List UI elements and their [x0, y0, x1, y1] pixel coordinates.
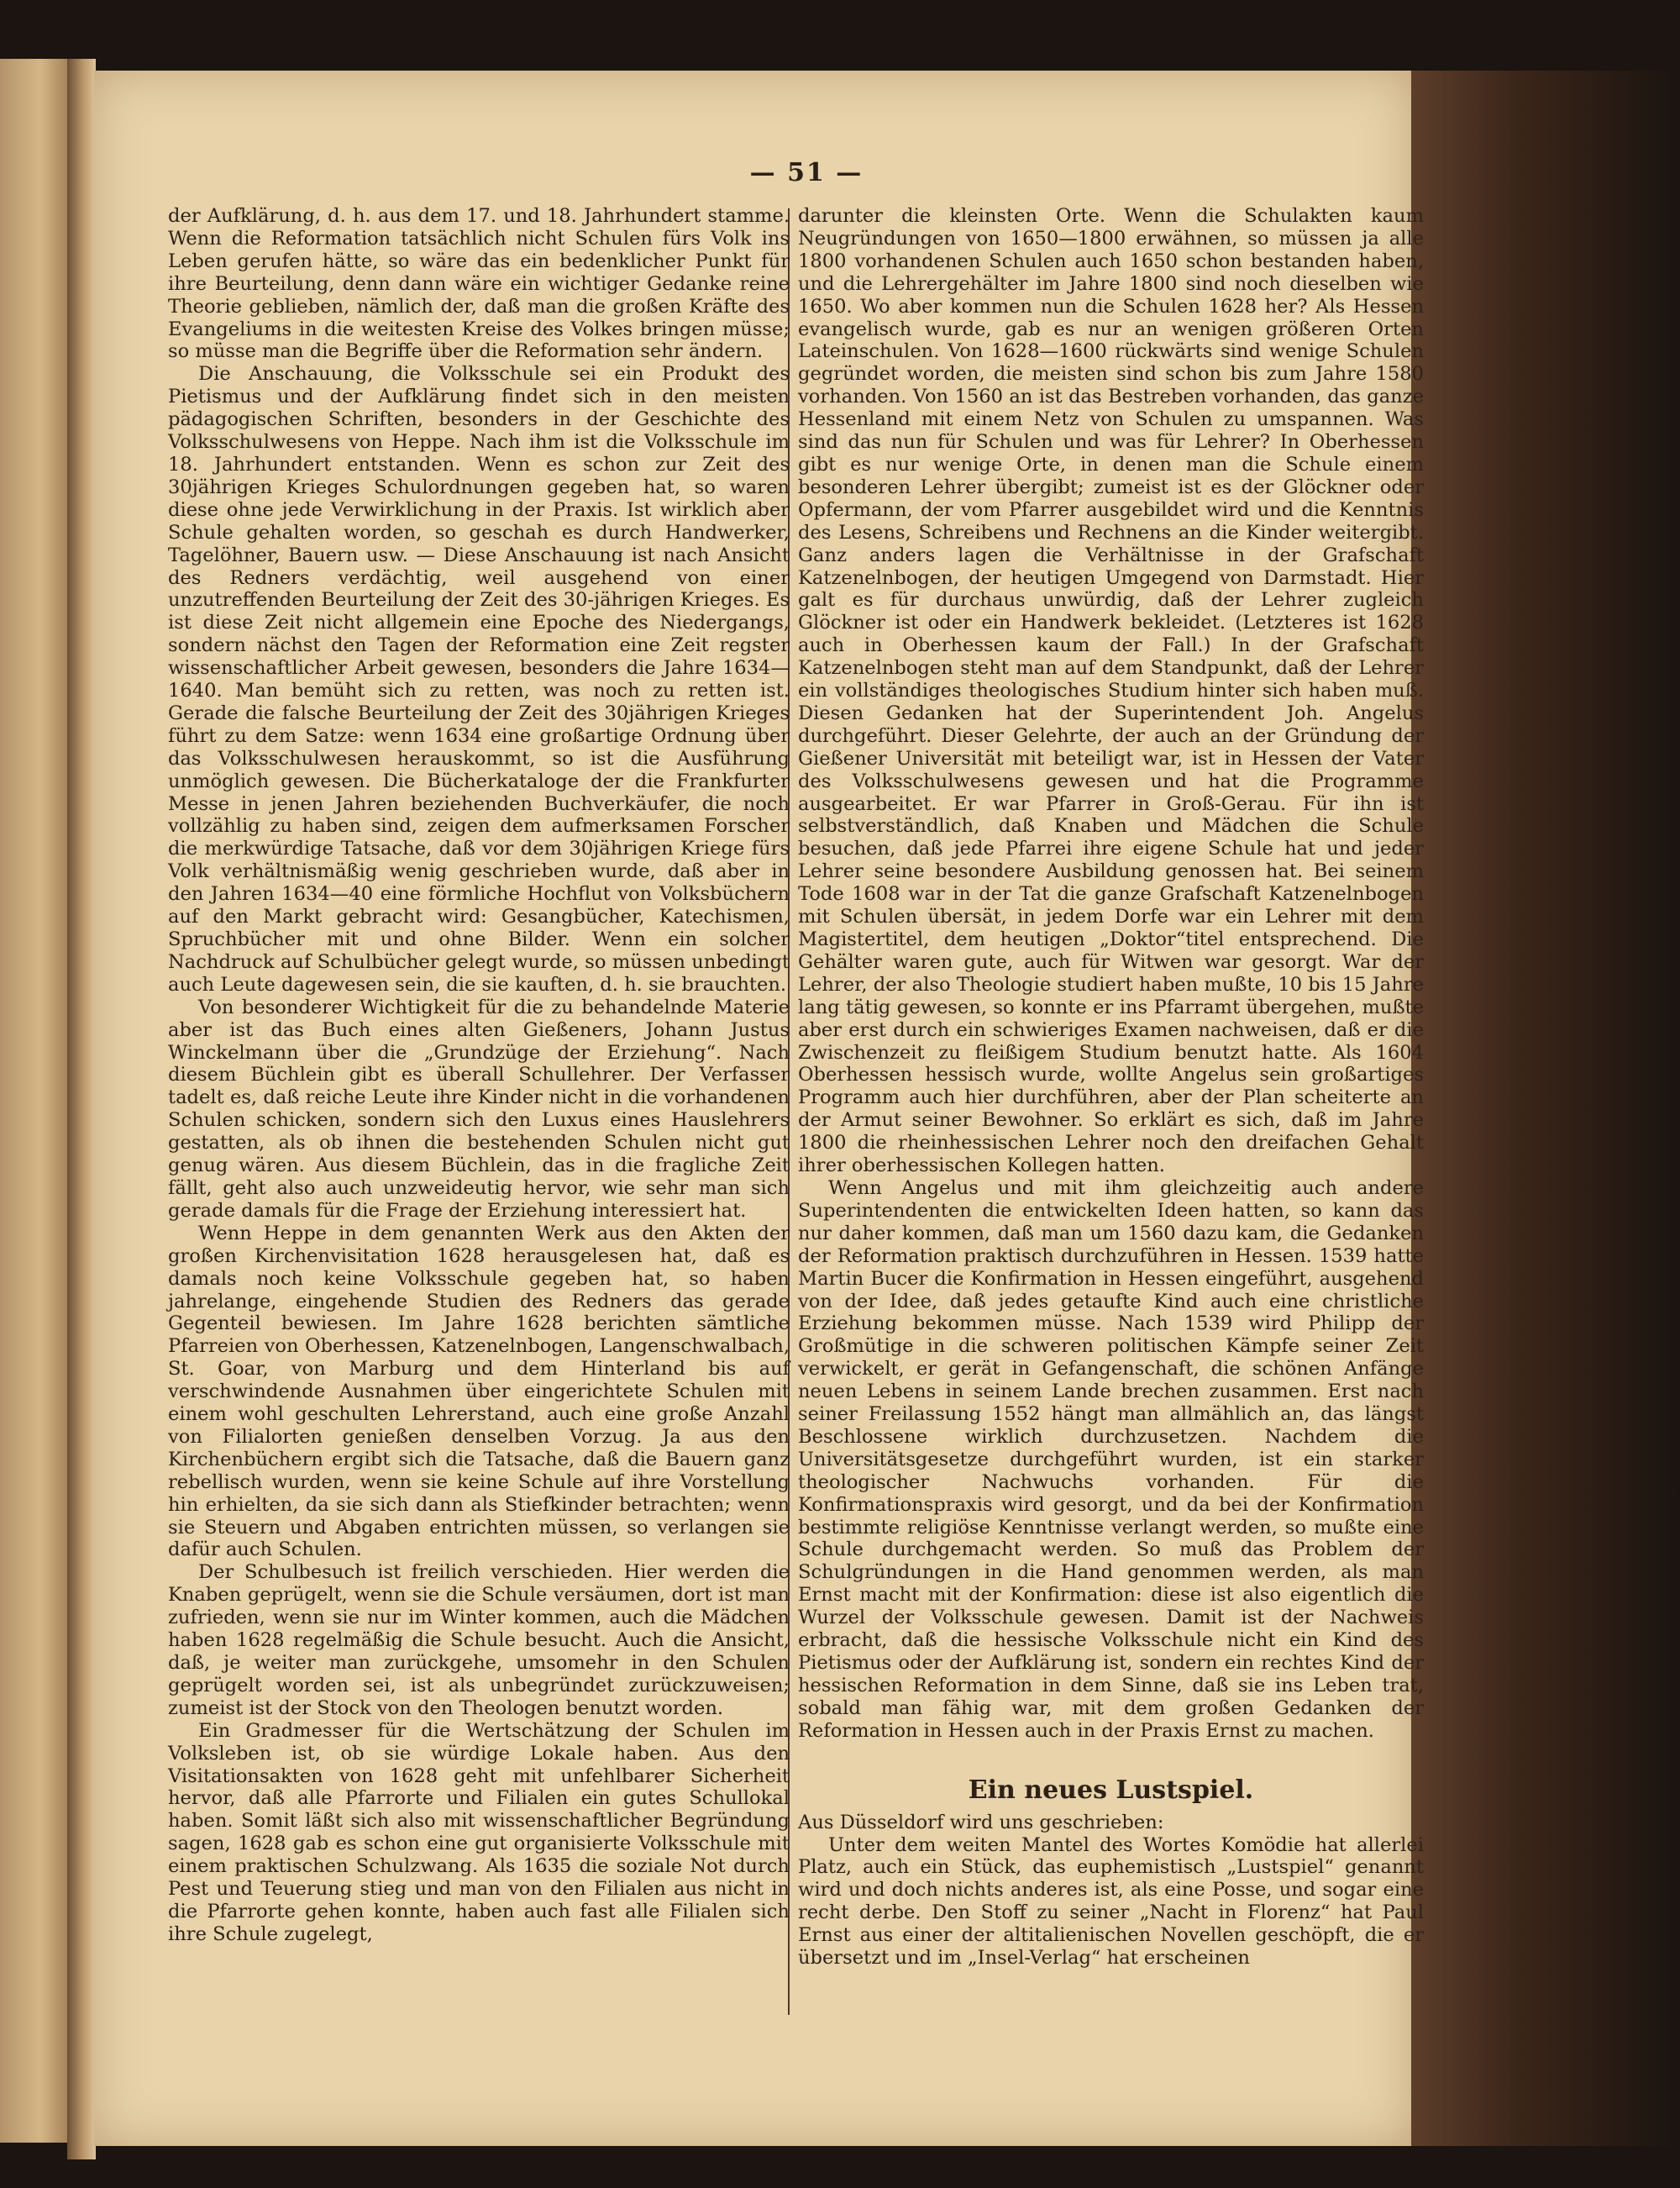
paragraph: Die Anschauung, die Volksschule sei ein Produkt des Pietismus und der Aufklärung findet sich in den meisten pädagogischen Schriften, besonders in der Geschichte des Volksschulwesens von Heppe. Nach ihm ist die Volksschule im 18. Jahrhundert entstanden. Wenn es schon zur Zeit des 30jährigen Krieges Schulordnungen gegeben hat, so waren diese ohne jede Verwirklichung in der Praxis. Ist wirklich aber Schule gehalten worden, so geschah es durch Handwerker, Tagelöhner, Bauern usw. — Diese Anschauung ist nach Ansicht des Redners verdächtig, weil ausgehend von einer unzutreffenden Beurteilung der Zeit des 30-jährigen Krieges. Es ist diese Zeit nicht allgemein eine Epoche des Niedergangs, sondern nächst den Tagen der Reformation eine Zeit regster wissenschaftlicher Arbeit gewesen, besonders die Jahre 1634—1640. Man bemüht sich zu retten, was noch zu retten ist. Gerade die falsche Beurteilung der Zeit des 30jährigen Krieges führt zu dem Satze: wenn 1634 eine großartige Ordnung über das Volksschulwesen herauskommt, so ist die Ausführung unmöglich gewesen. Die Bücherkataloge der die Frankfurter Messe in jenen Jahren beziehenden Buchverkäufer, die noch vollzählig zu haben sind, zeigen dem aufmerksamen Forscher die merkwürdige Tatsache, daß vor dem 30jährigen Kriege fürs Volk verhältnismäßig wenig geschrieben wurde, daß aber in den Jahren 1634—40 eine förmliche Hochflut von Volksbüchern auf den Markt gebracht wird: Gesangbücher, Katechismen, Spruchbücher mit und ohne Bilder. Wenn ein solcher Nachdruck auf Schulbücher gelegt wurde, so müssen unbedingt auch Leute dagewesen sein, die sie kauften, d. h. sie brauchten. [168, 363, 790, 996]
paragraph: Von besonderer Wichtigkeit für die zu behandelnde Materie aber ist das Buch eines alten Gießeners, Johann Justus Winckelmann über die „Grundzüge der Erziehung“. Nach diesem Büchlein gibt es überall Schullehrer. Der Verfasser tadelt es, daß reiche Leute ihre Kinder nicht in die vorhandenen Schulen schicken, sondern sich den Luxus eines Hauslehrers gestatten, als ob ihnen die bestehenden Schulen nicht gut genug wären. Aus diesem Büchlein, das in die fragliche Zeit fällt, geht also auch unzweideutig hervor, wie sehr man sich gerade damals für die Frage der Erziehung interessiert hat. [168, 996, 790, 1222]
paragraph: der Aufklärung, d. h. aus dem 17. und 18. Jahrhundert stamme. Wenn die Reformation tatsächlich nicht Schulen fürs Volk ins Leben gerufen hätte, so wäre das ein bedenklicher Punkt für ihre Beurteilung, denn dann wäre ein wichtiger Gedanke reine Theorie geblieben, nämlich der, daß man die großen Kräfte des Evangeliums in die weitesten Kreise des Volkes bringen müsse; so müsse man die Begriffe über die Reformation sehr ändern. [168, 205, 790, 363]
book-cover-edge [1411, 71, 1680, 2146]
paragraph: Wenn Angelus und mit ihm gleichzeitig auch andere Superintendenten die entwickelten Ideen hatten, so kann das nur daher kommen, daß man um 1560 dazu kam, die Gedanken der Reformation praktisch durchzuführen in Hessen. 1539 hatte Martin Bucer die Konfirmation in Hessen eingeführt, ausgehend von der Idee, daß jedes getaufte Kind auch eine christliche Erziehung bekommen müsse. Nach 1539 wird Philipp der Großmütige in die schweren politischen Kämpfe seiner Zeit verwickelt, er gerät in Gefangenschaft, die schönen Anfänge neuen Lebens in seinem Lande brechen zusammen. Erst nach seiner Freilassung 1552 hängt man allmählich an, das längst Beschlossene wirklich durchzusetzen. Nachdem die Universitätsgesetze durchgeführt wurden, ist ein starker theologischer Nachwuchs vorhanden. Für die Konfirmationspraxis wird gesorgt, und da bei der Konfirmation bestimmte religiöse Kenntnisse verlangt werden, so mußte eine Schule durchgemacht werden. So muß das Problem der Schulgründungen in die Hand genommen werden, als man Ernst macht mit der Konfirmation: diese ist also eigentlich die Wurzel der Volksschule gewesen. Damit ist der Nachweis erbracht, daß die hessische Volksschule nicht ein Kind des Pietismus oder der Aufklärung ist, sondern ein rechtes Kind der hessischen Reformation in dem Sinne, daß sie ins Leben trat, sobald man fähig war, mit dem großen Gedanken der Reformation in Hessen auch in der Praxis Ernst zu machen. [798, 1176, 1424, 1742]
article-body: Unter dem weiten Mantel des Wortes Komödie hat allerlei Platz, auch ein Stück, das euphemistisch „Lustspiel“ genannt wird und doch nichts anderes ist, als eine Posse, und sogar eine recht derbe. Den Stoff zu seiner „Nacht in Florenz“ hat Paul Ernst aus einer der altitalienischen Novellen geschöpft, die er übersetzt und im „Insel-Verlag“ hat erscheinen [798, 1833, 1424, 1970]
paragraph: darunter die kleinsten Orte. Wenn die Schulakten kaum Neugründungen von 1650—1800 erwähnen, so müssen ja alle 1800 vorhandenen Schulen auch 1650 schon bestanden haben, und die Lehrergehälter im Jahre 1800 sind noch dieselben wie 1650. Wo aber kommen nun die Schulen 1628 her? Als Hessen evangelisch wurde, gab es nur an wenigen größeren Orten Lateinschulen. Von 1628—1600 rückwärts sind wenige Schulen gegründet worden, die meisten sind schon bis zum Jahre 1580 vorhanden. Von 1560 an ist das Bestreben vorhanden, das ganze Hessenland mit einem Netz von Schulen zu umspannen. Was sind das nun für Schulen und was für Lehrer? In Oberhessen gibt es nur wenige Orte, in denen man die Schule einem besonderen Lehrer übergibt; zumeist ist es der Glöckner oder Opfermann, der vom Pfarrer ausgebildet wird und die Kenntnis des Lesens, Schreibens und Rechnens an die Kinder weitergibt. Ganz anders lagen die Verhältnisse in der Grafschaft Katzenelnbogen, der heutigen Umgegend von Darmstadt. Hier galt es für durchaus unwürdig, daß der Lehrer zugleich Glöckner ist oder ein Handwerk bekleidet. (Letzteres ist 1628 auch in Oberhessen kaum der Fall.) In der Grafschaft Katzenelnbogen steht man auf dem Standpunkt, daß der Lehrer ein vollständiges theologisches Studium hinter sich haben muß. Diesen Gedanken hat der Superintendent Joh. Angelus durchgeführt. Dieser Gelehrte, der auch an der Gründung der Gießener Universität mit beteiligt war, ist in Hessen der Vater des Volksschulwesens gewesen und hat die Programme ausgearbeitet. Er war Pfarrer in Groß-Gerau. Für ihn ist selbstverständlich, daß Knaben und Mädchen die Schule besuchen, daß jede Pfarrei ihre eigene Schule hat und jeder Lehrer seine besondere Ausbildung genossen hat. Bei seinem Tode 1608 war in der Tat die ganze Grafschaft Katzenelnbogen mit Schulen übersät, in jedem Dorfe war ein Lehrer mit dem Magistertitel, dem heutigen „Doktor“titel entsprechend. Die Gehälter waren gute, auch für Witwen war gesorgt. War der Lehrer, der also Theologie studiert haben mußte, 10 bis 15 Jahre lang tätig gewesen, so konnte er ins Pfarramt übergehen, mußte aber erst durch ein schwieriges Examen nachweisen, daß er die Zwischenzeit zu fleißigem Studium benutzt hatte. Als 1604 Oberhessen hessisch wurde, wollte Angelus sein großartiges Programm auch hier durchführen, aber der Plan scheiterte an der Armut seiner Bewohner. So erklärt es sich, daß im Jahre 1800 die rheinhessischen Lehrer noch den dreifachen Gehalt ihrer oberhessischen Kollegen hatten. [798, 205, 1424, 1177]
right-column [798, 205, 1424, 1970]
article-dateline: Aus Düsseldorf wird uns geschrieben: [798, 1811, 1164, 1833]
paragraph: Wenn Heppe in dem genannten Werk aus den Akten der großen Kirchenvisitation 1628 herausgelesen hat, daß es damals noch keine Volksschule gegeben hat, so haben jahrelange, eingehende Studien des Redners das gerade Gegenteil bewiesen. Im Jahre 1628 berichten sämtliche Pfarreien von Oberhessen, Katzenelnbogen, Langenschwalbach, St. Goar, von Marburg und dem Hinterland bis auf verschwindende Ausnahmen über eingerichtete Schulen mit einem wohl geschulten Lehrerstand, auch eine große Anzahl von Filialorten genießen denselben Vorzug. Ja aus den Kirchenbüchern ergibt sich die Tatsache, daß die Bauern ganz rebellisch wurden, wenn sie keine Schule auf ihre Vorstellung hin erhielten, da sie sich dann als Stiefkinder betrachten; wenn sie Steuern und Abgaben entrichten müssen, so verlangen sie dafür auch Schulen. [168, 1222, 790, 1561]
page-number: — 51 — [749, 158, 864, 187]
paragraph: Der Schulbesuch ist freilich verschieden. Hier werden die Knaben geprügelt, wenn sie die Schule versäumen, dort ist man zufrieden, wenn sie nur im Winter kommen, auch die Mädchen haben 1628 regelmäßig die Schule besucht. Auch die Ansicht, daß, je weiter man zurückgehe, umsomehr in den Schulen geprügelt worden sei, ist als unbegründet zurückzuweisen; zumeist ist der Stock von den Theologen benutzt worden. [168, 1561, 790, 1719]
left-column [168, 205, 790, 1946]
book-gutter [67, 59, 96, 2159]
article-title: Ein neues Lustspiel. [968, 1775, 1254, 1805]
paragraph: Ein Gradmesser für die Wertschätzung der Schulen im Volksleben ist, ob sie würdige Lokale haben. Aus den Visitationsakten von 1628 geht mit unfehlbarer Sicherheit hervor, daß alle Pfarrorte und Filialen ein gutes Schullokal haben. Somit läßt sich also mit wissenschaftlicher Begründung sagen, 1628 gab es schon eine gut organisierte Volksschule mit einem praktischen Schulzwang. Als 1635 die soziale Not durch Pest und Teuerung stieg und man von den Filialen aus nicht in die Pfarrorte gehen konnte, haben auch fast alle Filialen sich ihre Schule zugelegt, [168, 1719, 790, 1945]
facing-page-edge [0, 59, 67, 2143]
